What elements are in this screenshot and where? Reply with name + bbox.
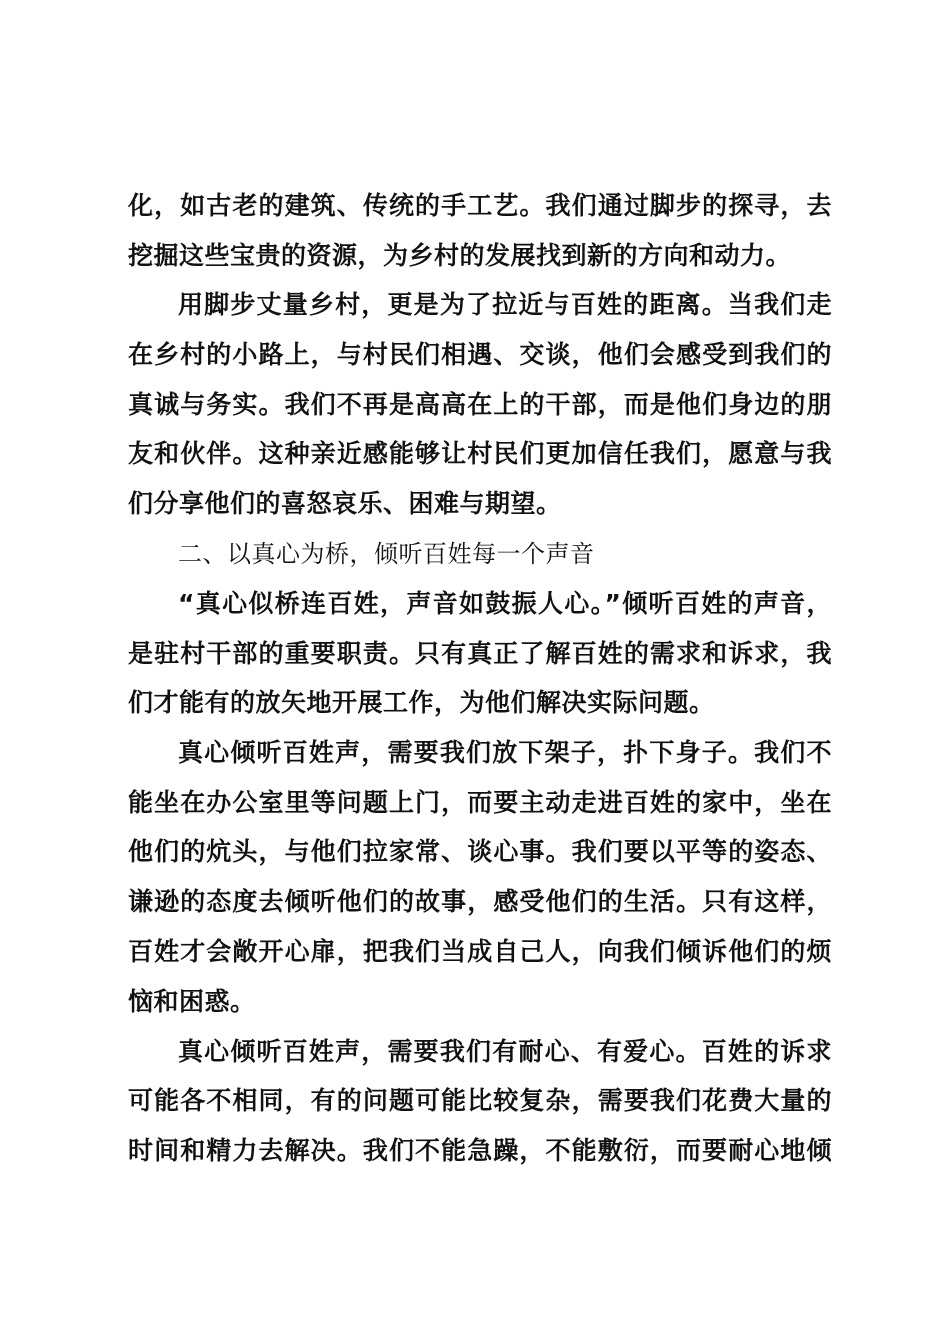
paragraph-first-line: 真心倾听百姓声，需要我们放下架子，扑下身子。我们不 <box>178 738 832 767</box>
text-line: 他们的炕头，与他们拉家常、谈心事。我们要以平等的姿态、 <box>128 837 832 866</box>
paragraph-first-line: 真心倾听百姓声，需要我们有耐心、有爱心。百姓的诉求 <box>178 1037 832 1066</box>
text-line: 挖掘这些宝贵的资源，为乡村的发展找到新的方向和动力。 <box>128 241 792 270</box>
text-line: 谦逊的态度去倾听他们的故事，感受他们的生活。只有这样， <box>128 887 832 916</box>
text-line: 友和伙伴。这种亲近感能够让村民们更加信任我们，愿意与我 <box>128 439 832 468</box>
text-line: 化，如古老的建筑、传统的手工艺。我们通过脚步的探寻，去 <box>128 191 832 220</box>
text-line: 们分享他们的喜怒哀乐、困难与期望。 <box>128 489 562 518</box>
text-line: 百姓才会敞开心扉，把我们当成自己人，向我们倾诉他们的烦 <box>128 937 832 966</box>
paragraph-first-line: 用脚步丈量乡村，更是为了拉近与百姓的距离。当我们走 <box>178 290 832 319</box>
text-line: 时间和精力去解决。我们不能急躁，不能敷衍，而要耐心地倾 <box>128 1136 832 1165</box>
text-line: 真诚与务实。我们不再是高高在上的干部，而是他们身边的朋 <box>128 390 832 419</box>
text-line: 能坐在办公室里等问题上门，而要主动走进百姓的家中，坐在 <box>128 788 832 817</box>
text-line: 在乡村的小路上，与村民们相遇、交谈，他们会感受到我们的 <box>128 340 832 369</box>
paragraph-first-line: “真心似桥连百姓，声音如鼓振人心。”倾听百姓的声音， <box>178 589 832 618</box>
section-heading: 二、以真心为桥，倾听百姓每一个声音 <box>178 540 595 568</box>
text-line: 们才能有的放矢地开展工作，为他们解决实际问题。 <box>128 688 715 717</box>
text-line: 恼和困惑。 <box>128 987 256 1016</box>
text-line: 可能各不相同，有的问题可能比较复杂，需要我们花费大量的 <box>128 1086 832 1115</box>
text-line: 是驻村干部的重要职责。只有真正了解百姓的需求和诉求，我 <box>128 639 832 668</box>
